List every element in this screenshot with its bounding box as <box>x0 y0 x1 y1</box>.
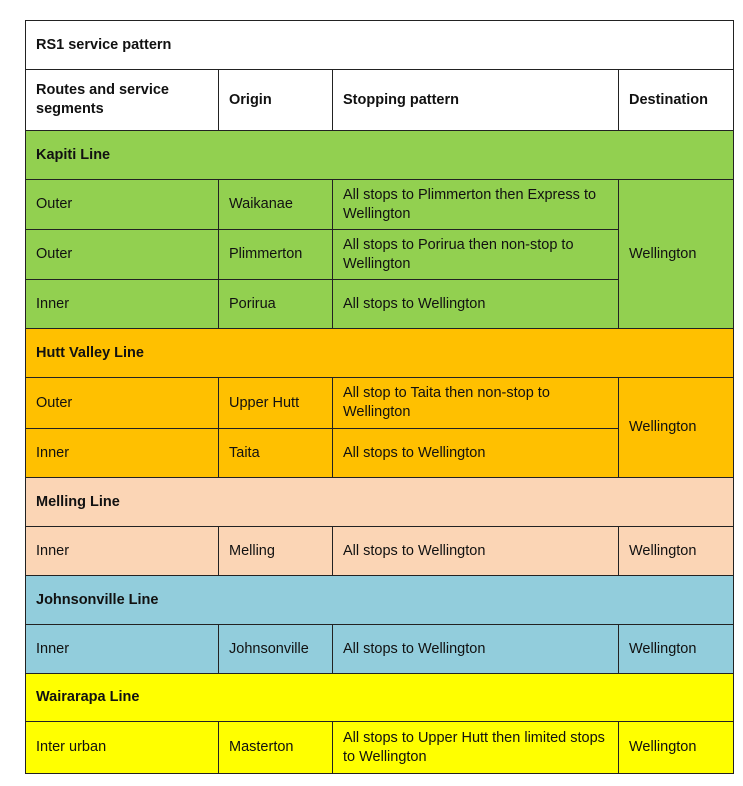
pattern-cell: All stops to Porirua then non-stop to Wellington <box>333 230 619 280</box>
segment-cell: Inner <box>26 625 219 674</box>
pattern-cell: All stops to Upper Hutt then limited stops to Wellington <box>333 722 619 774</box>
origin-cell: Johnsonville <box>219 625 333 674</box>
segment-cell: Outer <box>26 378 219 429</box>
table-row <box>26 722 734 774</box>
pattern-cell: All stops to Wellington <box>333 625 619 674</box>
header-destination: Destination <box>619 70 734 131</box>
header-routes: Routes and service segments <box>26 70 219 131</box>
origin-cell: Upper Hutt <box>219 378 333 429</box>
pattern-cell: All stops to Wellington <box>333 527 619 576</box>
table-row <box>26 625 734 674</box>
segment-cell: Inner <box>26 527 219 576</box>
origin-cell: Taita <box>219 429 333 478</box>
segment-cell: Inter urban <box>26 722 219 774</box>
table-row <box>26 378 734 429</box>
origin-cell: Waikanae <box>219 180 333 230</box>
line-header-melling: Melling Line <box>26 478 734 527</box>
pattern-cell: All stops to Wellington <box>333 429 619 478</box>
origin-cell: Porirua <box>219 280 333 329</box>
origin-cell: Plimmerton <box>219 230 333 280</box>
pattern-cell: All stop to Taita then non-stop to Wellington <box>333 378 619 429</box>
destination-cell: Wellington <box>619 378 734 478</box>
pattern-cell: All stops to Wellington <box>333 280 619 329</box>
service-pattern-table <box>25 20 734 774</box>
table-title: RS1 service pattern <box>26 21 734 70</box>
table-row <box>26 527 734 576</box>
destination-cell: Wellington <box>619 625 734 674</box>
line-header-hutt-valley: Hutt Valley Line <box>26 329 734 378</box>
destination-cell: Wellington <box>619 527 734 576</box>
header-stopping-pattern: Stopping pattern <box>333 70 619 131</box>
origin-cell: Masterton <box>219 722 333 774</box>
pattern-cell: All stops to Plimmerton then Express to Wellington <box>333 180 619 230</box>
table-row <box>26 180 734 230</box>
segment-cell: Outer <box>26 180 219 230</box>
segment-cell: Inner <box>26 429 219 478</box>
destination-cell: Wellington <box>619 722 734 774</box>
segment-cell: Outer <box>26 230 219 280</box>
segment-cell: Inner <box>26 280 219 329</box>
line-header-kapiti: Kapiti Line <box>26 131 734 180</box>
destination-cell: Wellington <box>619 180 734 329</box>
line-header-wairarapa: Wairarapa Line <box>26 674 734 722</box>
origin-cell: Melling <box>219 527 333 576</box>
header-origin: Origin <box>219 70 333 131</box>
line-header-johnsonville: Johnsonville Line <box>26 576 734 625</box>
